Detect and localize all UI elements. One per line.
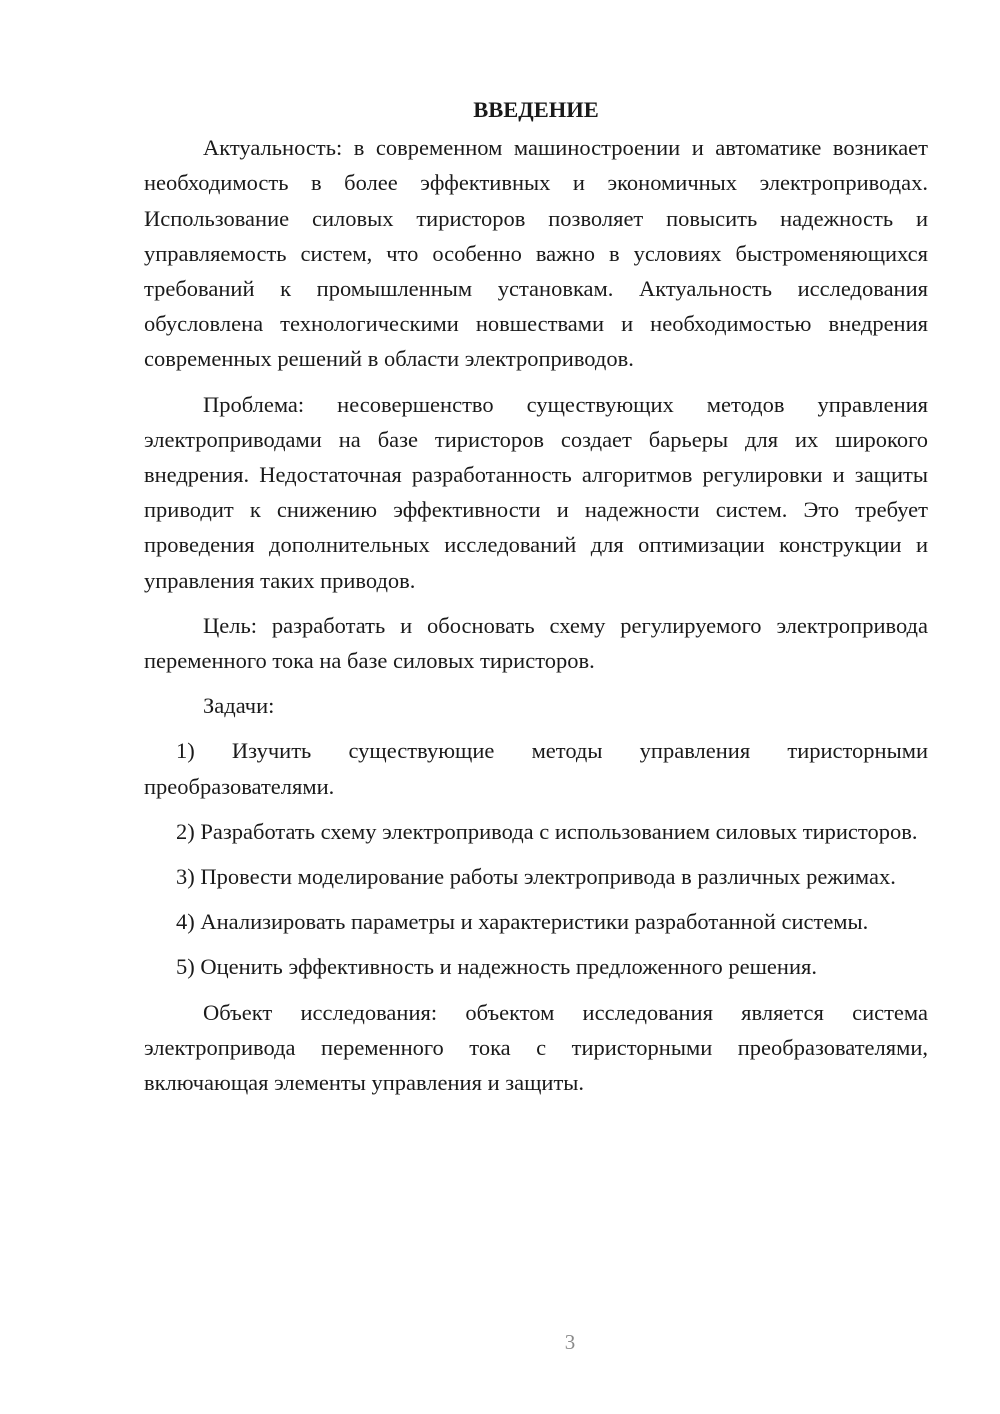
task-item-1: 1) Изучить существующие методы управления тиристорными преобразователями. [144,738,928,799]
page-content [144,92,928,1100]
paragraph-relevance: Актуальность: в современном машиностроении и автоматике возникает необходимость в более эффективных и экономичных электроприводах. Использование силовых тиристоров позволяет повысить надежность и управляемость систем, что особенно важно в условиях быстроменяющихся требований к промышленным установкам. Актуальность исследования обусловлена технологическими новшествами и необходимостью внедрения современных решений в области электроприводов. [144,135,928,372]
task-item-3: 3) Провести моделирование работы электропривода в различных режимах. [176,864,896,890]
page-number: 3 [564,1330,576,1354]
paragraph-object: Объект исследования: объектом исследования является система электропривода переменного тока с тиристорными преобразователями, включающая элементы управления и защиты. [144,999,928,1096]
section-title: ВВЕДЕНИЕ [473,97,599,122]
paragraph-problem: Проблема: несовершенство существующих методов управления электроприводами на базе тиристоров создает барьеры для их широкого внедрения. Недостаточная разработанность алгоритмов регулировки и защиты приводит к снижению эффективности и надежности систем. Это требует проведения дополнительных исследований для оптимизации конструкции и управления таких приводов. [144,391,928,593]
paragraph-goal: Цель: разработать и обосновать схему регулируемого электропривода переменного тока на базе силовых тиристоров. [144,612,928,674]
task-item-5: 5) Оценить эффективность и надежность предложенного решения. [176,954,817,980]
tasks-heading: Задачи: [203,693,275,719]
task-item-4: 4) Анализировать параметры и характеристики разработанной системы. [176,909,869,935]
task-item-2: 2) Разработать схему электропривода с использованием силовых тиристоров. [176,818,918,844]
